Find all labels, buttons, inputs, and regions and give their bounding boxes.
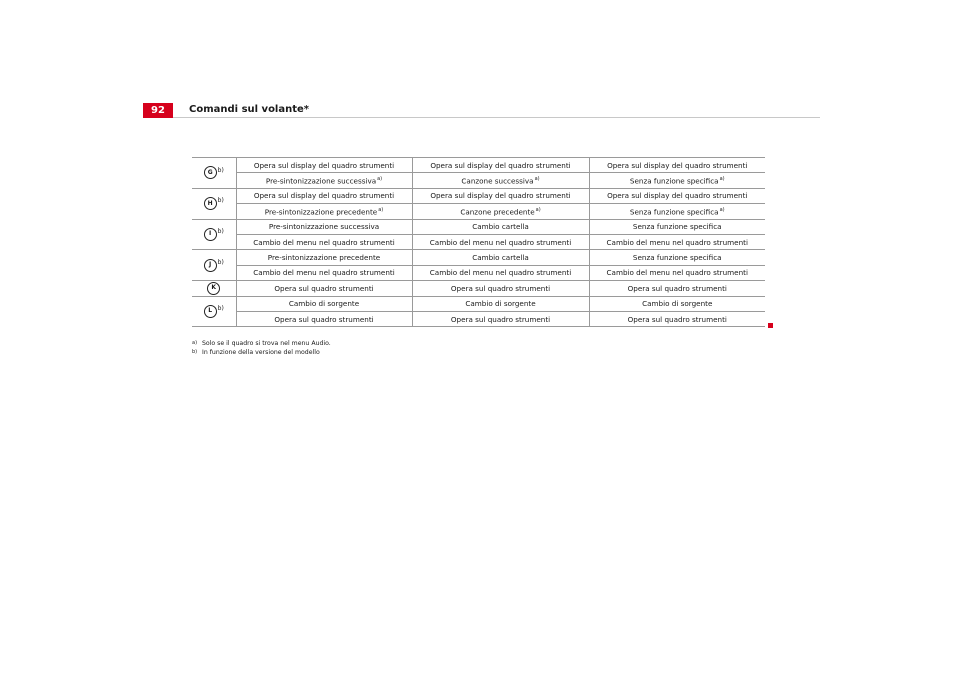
function-cell <box>589 281 765 296</box>
function-cell <box>589 250 765 265</box>
function-cell <box>412 311 589 326</box>
table-row <box>192 296 765 311</box>
button-i-icon: I <box>204 228 217 241</box>
function-text: Cambio del menu nel quadro strumenti <box>429 268 572 278</box>
key-footnote-ref: b) <box>217 166 224 174</box>
function-text: Pre-sintonizzazione successiva <box>268 222 380 232</box>
control-key-cell <box>192 281 236 296</box>
function-cell <box>236 281 412 296</box>
function-cell <box>589 311 765 326</box>
function-text: Senza funzione specifica <box>632 222 722 232</box>
footnote-ref: a) <box>377 175 383 182</box>
steering-controls-table <box>192 157 765 327</box>
function-text: Cambio del menu nel quadro strumenti <box>606 237 748 247</box>
footnotes <box>192 339 331 357</box>
function-cell <box>412 234 589 249</box>
function-cell <box>236 219 412 234</box>
function-cell <box>589 219 765 234</box>
table-row <box>192 265 765 280</box>
function-cell <box>589 296 765 311</box>
control-key-cell <box>192 250 236 281</box>
function-text: Opera sul display del quadro strumenti <box>253 191 395 201</box>
page-number: 92 <box>143 103 173 118</box>
control-key-cell <box>192 219 236 250</box>
function-cell <box>236 158 412 173</box>
button-j-icon: J <box>204 259 217 272</box>
function-cell <box>412 219 589 234</box>
footnote-text: Solo se il quadro si trova nel menu Audio. <box>202 340 331 347</box>
footnote-ref: a) <box>534 175 540 182</box>
function-text: Opera sul display del quadro strumenti <box>430 160 571 170</box>
control-key-cell <box>192 296 236 327</box>
function-cell <box>412 281 589 296</box>
control-key-cell <box>192 188 236 219</box>
function-text: Senza funzione specifica <box>629 207 719 217</box>
function-cell <box>412 265 589 280</box>
function-cell <box>412 204 589 219</box>
control-key <box>207 282 220 295</box>
function-cell <box>236 311 412 326</box>
button-h-icon: H <box>204 197 217 210</box>
page-title: Comandi sul volante* <box>189 104 310 115</box>
table-row <box>192 158 765 173</box>
footnote-mark: b) <box>192 349 198 355</box>
table-row <box>192 204 765 219</box>
control-key <box>204 197 224 210</box>
table-row <box>192 311 765 326</box>
table-row <box>192 234 765 249</box>
function-cell <box>412 158 589 173</box>
function-text: Pre-sintonizzazione successiva <box>265 176 377 186</box>
control-key <box>204 305 224 318</box>
function-cell <box>236 296 412 311</box>
button-k-icon: K <box>207 282 220 295</box>
function-cell <box>412 250 589 265</box>
function-text: Opera sul quadro strumenti <box>627 283 727 293</box>
function-text: Canzone precedente <box>460 207 535 217</box>
function-cell <box>236 234 412 249</box>
table-row <box>192 219 765 234</box>
function-text: Senza funzione specifica <box>629 176 719 186</box>
function-text: Cambio di sorgente <box>642 299 713 309</box>
control-key <box>204 228 224 241</box>
function-cell <box>589 188 765 203</box>
button-g-icon: G <box>204 166 217 179</box>
function-text: Cambio cartella <box>472 253 529 263</box>
function-cell <box>589 204 765 219</box>
function-text: Opera sul quadro strumenti <box>450 314 551 324</box>
function-cell <box>236 204 412 219</box>
table-row <box>192 188 765 203</box>
page-header <box>0 0 960 120</box>
function-text: Pre-sintonizzazione precedente <box>267 253 381 263</box>
function-text: Cambio del menu nel quadro strumenti <box>606 268 748 278</box>
function-text: Opera sul quadro strumenti <box>274 314 374 324</box>
footnote-ref: a) <box>535 206 541 213</box>
function-cell <box>236 265 412 280</box>
function-text: Opera sul display del quadro strumenti <box>607 191 748 201</box>
function-cell <box>412 173 589 188</box>
footnote-text: In funzione della versione del modello <box>202 349 320 356</box>
control-key-cell <box>192 158 236 189</box>
function-cell <box>589 265 765 280</box>
section-end-marker <box>768 323 773 328</box>
control-key <box>204 259 224 272</box>
function-cell <box>236 173 412 188</box>
footnote-ref: a) <box>719 175 725 182</box>
function-cell <box>589 173 765 188</box>
function-text: Opera sul display del quadro strumenti <box>253 160 395 170</box>
function-text: Opera sul display del quadro strumenti <box>607 160 748 170</box>
function-text: Cambio del menu nel quadro strumenti <box>253 237 395 247</box>
key-footnote-ref: b) <box>217 305 224 313</box>
function-text: Opera sul quadro strumenti <box>627 314 727 324</box>
function-text: Cambio del menu nel quadro strumenti <box>253 268 395 278</box>
function-cell <box>412 188 589 203</box>
footnote-ref: a) <box>719 206 725 213</box>
table-row <box>192 281 765 296</box>
key-footnote-ref: b) <box>217 258 224 266</box>
function-cell <box>236 250 412 265</box>
function-text: Opera sul quadro strumenti <box>274 283 374 293</box>
function-text: Opera sul display del quadro strumenti <box>430 191 571 201</box>
function-text: Pre-sintonizzazione precedente <box>264 207 378 217</box>
function-cell <box>589 158 765 173</box>
function-text: Cambio di sorgente <box>288 299 360 309</box>
button-l-icon: L <box>204 305 217 318</box>
function-text: Canzone successiva <box>461 176 534 186</box>
function-text: Cambio del menu nel quadro strumenti <box>429 237 572 247</box>
function-text: Cambio di sorgente <box>465 299 536 309</box>
control-key <box>204 166 224 179</box>
key-footnote-ref: b) <box>217 228 224 236</box>
table-row <box>192 173 765 188</box>
key-footnote-ref: b) <box>217 197 224 205</box>
function-cell <box>412 296 589 311</box>
footnote-ref: a) <box>378 206 384 213</box>
footnote-mark: a) <box>192 340 198 346</box>
function-text: Senza funzione specifica <box>632 253 722 263</box>
function-text: Opera sul quadro strumenti <box>450 283 551 293</box>
footnote-b <box>192 348 331 357</box>
function-text: Cambio cartella <box>472 222 529 232</box>
function-cell <box>236 188 412 203</box>
table-row <box>192 250 765 265</box>
footnote-a <box>192 339 331 348</box>
header-divider <box>173 117 820 118</box>
function-cell <box>589 234 765 249</box>
